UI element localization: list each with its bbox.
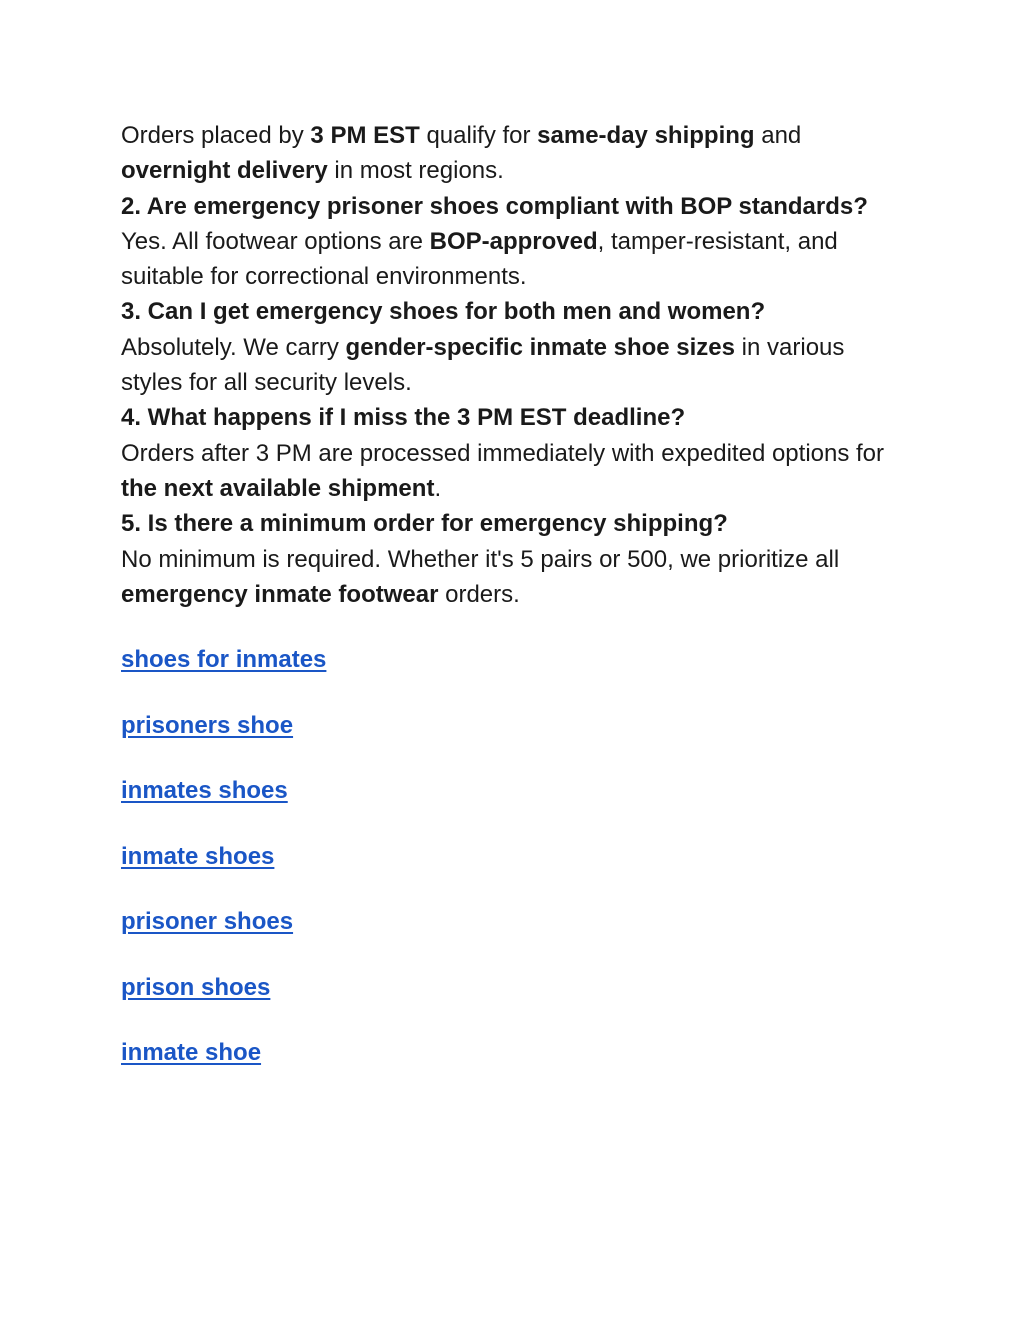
intro-overnight-bold: overnight delivery (121, 157, 328, 185)
faq-question-5: 5. Is there a minimum order for emergency shipping? (121, 510, 728, 538)
answer-text: Yes. All footwear options are (121, 227, 430, 255)
intro-same-day-bold: same-day shipping (537, 122, 755, 149)
link-inmates-shoes[interactable]: inmates shoes (121, 777, 288, 805)
faq-answer-4 (121, 436, 911, 507)
answer-text: in various styles for all security levels. (121, 333, 845, 397)
answer-bold: BOP-approved (429, 227, 598, 255)
faq-question-3: 3. Can I get emergency shoes for both men and women? (121, 298, 766, 326)
answer-text: . (434, 474, 442, 502)
document-page (121, 118, 911, 1101)
intro-text: qualify for (419, 122, 538, 149)
answer-bold: emergency inmate footwear (121, 580, 439, 608)
link-shoes-for-inmates[interactable]: shoes for inmates (121, 646, 327, 674)
faq-answer-3 (121, 330, 911, 401)
answer-bold: the next available shipment (121, 474, 435, 502)
intro-text: and (754, 122, 802, 149)
link-inmate-shoes[interactable]: inmate shoes (121, 842, 275, 870)
link-prisoners-shoe[interactable]: prisoners shoe (121, 711, 294, 739)
keyword-links-list (121, 642, 911, 1070)
faq-answer-2 (121, 224, 911, 295)
intro-text: Orders placed by (121, 122, 311, 149)
faq-question-4: 4. What happens if I miss the 3 PM EST deadline? (121, 404, 686, 432)
shipping-intro-paragraph (121, 118, 911, 189)
intro-deadline-bold: 3 PM EST (310, 122, 420, 149)
answer-text: , tamper-resistant, and suitable for correctional environments. (121, 227, 838, 291)
answer-bold: gender-specific inmate shoe sizes (345, 333, 736, 361)
faq-section (121, 118, 911, 612)
faq-answer-5 (121, 542, 911, 613)
link-inmate-shoe[interactable]: inmate shoe (121, 1039, 262, 1067)
answer-text: Orders after 3 PM are processed immediately with expedited options for (121, 439, 885, 467)
link-prison-shoes[interactable]: prison shoes (121, 973, 271, 1001)
answer-text: No minimum is required. Whether it's 5 pairs or 500, we prioritize all (121, 545, 840, 573)
intro-text: in most regions. (327, 157, 504, 185)
answer-text: Absolutely. We carry (121, 333, 346, 361)
faq-question-2: 2. Are emergency prisoner shoes compliant with BOP standards? (121, 192, 868, 220)
link-prisoner-shoes[interactable]: prisoner shoes (121, 908, 294, 936)
answer-text: orders. (438, 580, 520, 608)
